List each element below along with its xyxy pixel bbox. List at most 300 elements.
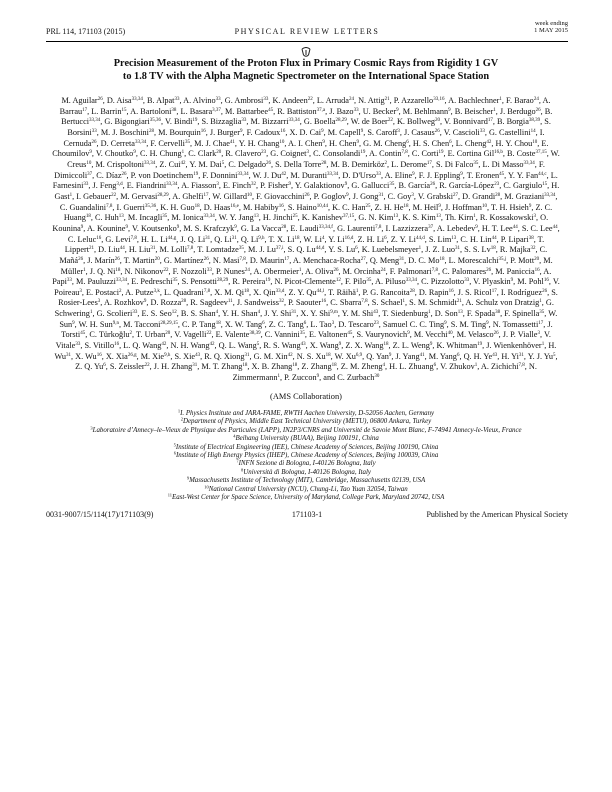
author-name: S. Di Falco [436, 159, 474, 169]
author-affiliation-marker: 6 [433, 363, 437, 369]
author-name: J. Hoffman [444, 202, 482, 212]
author-name: C. Leluc [67, 234, 97, 244]
author-affiliation-marker: 44 [552, 224, 558, 230]
author-affiliation-marker: 31 [66, 352, 72, 358]
author-name: X. Wang [309, 341, 339, 351]
page-number: 171103-1 [291, 510, 323, 519]
author-affiliation-marker: 16 [534, 267, 540, 273]
author-name: T. Martin [123, 255, 155, 265]
author-name: A. Menchaca-Rocha [292, 255, 361, 265]
author-affiliation-marker: 6 [262, 320, 265, 326]
author-name: D. Rapin [418, 287, 449, 297]
author-name: W. Creus [67, 149, 560, 169]
author-affiliation-marker: 33 [132, 310, 138, 316]
author-affiliation-marker: 26 [535, 107, 541, 113]
author-affiliation-marker: 7,8 [375, 224, 382, 230]
author-affiliation-marker: 4 [257, 310, 261, 316]
author-name: Z. Y. Qu [288, 287, 317, 297]
author-name: L. Derome [391, 159, 427, 169]
author-name: M. Behlmann [402, 106, 449, 116]
author-name: X. D. Cai [289, 127, 322, 137]
author-affiliation-marker: 26 [542, 288, 548, 294]
author-name: S. M. Schmidt [409, 298, 457, 308]
author-name: H. L. Li [140, 234, 168, 244]
author-affiliation-marker: 9 [322, 139, 325, 145]
author-name: C. Pizzolotto [421, 277, 465, 287]
author-name: C. Goy [387, 191, 412, 201]
author-name: E. Cortina Gil [447, 149, 495, 159]
author-affiliation-marker: 16 [543, 278, 549, 284]
author-name: D. C. Mo [408, 255, 440, 265]
author-name: C. Sbarra [330, 298, 362, 308]
author-affiliation-marker: 3,37 [212, 107, 221, 113]
author-affiliation-marker: 17 [538, 320, 544, 326]
author-name: S. Caroff [367, 127, 398, 137]
author-name: H. Liu [128, 245, 151, 255]
author-affiliation-marker: 24 [244, 267, 250, 273]
author-name: O. Kounina [52, 213, 549, 233]
author-name: B. Borgia [496, 117, 529, 127]
author-name: Z. X. Wang [345, 341, 384, 351]
author-affiliation-marker: 7,8 [431, 267, 438, 273]
author-affiliation-marker: 26 [493, 331, 499, 337]
author-name: M. Battarbee [225, 106, 269, 116]
author-name: S. S. Lv [464, 245, 491, 255]
author-name: J. Torsti [61, 319, 553, 340]
author-name: K. Whitman [436, 341, 478, 351]
author-affiliation-marker: 11 [227, 299, 233, 305]
affiliation-line [60, 435, 552, 443]
affiliation-text: INFN Sezione di Bologna, I-40126 Bologna, Italy [238, 460, 376, 468]
author-name: A. Contin [368, 149, 402, 159]
author-affiliation-marker: 43 [195, 352, 201, 358]
author-name: C. Zurbach [337, 373, 375, 383]
author-name: C. Delgado [228, 159, 266, 169]
author-name: M. J. Chae [194, 138, 230, 148]
author-affiliation-marker: 16,d [344, 235, 354, 241]
author-name: G. Scolieri [96, 309, 133, 319]
author-affiliation-marker: 6 [456, 352, 460, 358]
author-name: J. Y. Shi [264, 309, 292, 319]
author-affiliation-marker: 28 [281, 224, 287, 230]
author-affiliation-marker: 7,8 [239, 256, 246, 262]
author-name: A. Kounine [86, 223, 126, 233]
author-name: Y. J. Yu [527, 351, 553, 361]
author-name: R. García-López [439, 181, 495, 191]
author-affiliation-marker: 33 [353, 107, 359, 113]
author-affiliation-marker: 9 [438, 203, 441, 209]
author-affiliation-marker: 31 [244, 352, 250, 358]
author-affiliation-marker: 28 [148, 128, 154, 134]
author-name: X. Qin [253, 287, 276, 297]
author-affiliation-marker: 7,8 [361, 299, 368, 305]
author-name: M. Vecchi [413, 330, 448, 340]
author-affiliation-marker: 32 [278, 299, 284, 305]
author-name: A. Ghelfi [172, 191, 204, 201]
author-affiliation-marker: 21 [384, 97, 390, 102]
author-name: W. Gillard [212, 191, 247, 201]
author-name: J. P. Vialle [502, 330, 538, 340]
author-name: A. Piluso [375, 277, 406, 287]
author-name: V. Vitale [55, 330, 551, 351]
author-affiliation-marker: 1 [473, 214, 476, 220]
author-name: V. Grabski [417, 191, 454, 201]
author-affiliation-marker: 28 [495, 192, 501, 198]
author-name: E. Choumilov [52, 138, 549, 159]
author-name: A. Putze [125, 287, 154, 297]
author-affiliation-marker: 17 [487, 118, 493, 124]
author-affiliation-marker: 20 [154, 256, 160, 262]
author-affiliation-marker: 37,15 [343, 214, 355, 220]
author-name: S. Borsini [67, 117, 551, 137]
author-name: B. Bertucci [61, 106, 553, 127]
author-affiliation-marker: 3 [397, 128, 400, 134]
author-name: S. Schael [371, 298, 403, 308]
author-name: P. Lipari [500, 234, 529, 244]
author-affiliation-marker: 43 [492, 352, 498, 358]
author-affiliation-marker: 17 [284, 256, 290, 262]
author-affiliation-marker: 3 [331, 320, 335, 326]
author-affiliation-marker: 44,l [316, 288, 325, 294]
author-name: A. Papi [52, 266, 552, 287]
author-name: A. Oliva [305, 266, 334, 276]
author-affiliation-marker: 19 [265, 278, 271, 284]
author-name: K. Luebelsmeyer [361, 245, 419, 255]
author-name: M. Heil [412, 202, 439, 212]
author-name: N. Tomassetti [492, 319, 539, 329]
affiliation-number: 9 [186, 475, 190, 481]
author-name: X. B. Zhang [251, 362, 293, 372]
author-affiliation-marker: 31 [399, 256, 405, 262]
author-name: M. Habiby [242, 202, 279, 212]
author-name: T. Eronen [466, 170, 500, 180]
author-affiliation-marker: 1 [83, 267, 86, 273]
author-name: N. S. Xu [296, 351, 326, 361]
author-affiliation-marker: 44,g [167, 235, 177, 241]
author-name: V. Vagelli [174, 330, 207, 340]
author-name: G. M. Xin [253, 351, 288, 361]
author-name: L. Basara [180, 106, 213, 116]
author-affiliation-marker: 25 [292, 214, 298, 220]
title-line: to 1.8 TV with the Alpha Magnetic Spectrometer on the International Space Station [122, 70, 490, 82]
author-affiliation-marker: 33,16 [433, 97, 445, 102]
author-name: S. Q. Lu [287, 245, 316, 255]
author-name: M. Graziani [504, 191, 545, 201]
author-name: P. Saouter [288, 298, 322, 308]
author-name: V. Plyaskin [473, 277, 511, 287]
author-affiliation-marker: 31 [378, 192, 384, 198]
author-name: M. Yang [428, 351, 457, 361]
author-affiliation-marker: 37 [87, 171, 93, 177]
author-name: V. Zhukov [440, 362, 475, 372]
author-name: Y. Galaktionov [294, 181, 345, 191]
author-affiliation-marker: 35 [162, 214, 168, 220]
author-affiliation-marker: 17 [491, 288, 497, 294]
author-name: B. García [398, 181, 431, 191]
author-affiliation-marker: 33 [375, 171, 381, 177]
affiliation-number: 11 [167, 492, 173, 498]
author-affiliation-marker: 4 [321, 235, 325, 241]
author-affiliation-marker: 20 [165, 331, 171, 337]
author-name: Q. Meng [369, 255, 400, 265]
author-affiliation-marker: 28,29,15 [160, 320, 178, 326]
author-affiliation-marker: 2 [384, 160, 388, 166]
author-affiliation-marker: 9 [388, 352, 392, 358]
author-name: J. Q. Li [180, 234, 206, 244]
author-name: T. X. Li [268, 234, 295, 244]
author-name: S. Della Torre [275, 159, 322, 169]
author-affiliation-marker: 18 [292, 363, 298, 369]
author-name: M. Tacconi [123, 319, 161, 329]
author-affiliation-marker: 16,e [230, 203, 239, 209]
author-name: M. Velasco [456, 330, 494, 340]
author-affiliation-marker: 18 [244, 288, 249, 294]
author-affiliation-marker: 1 [541, 342, 545, 348]
author-name: T. Urban [136, 330, 166, 340]
author-name: J. S. Ricol [457, 287, 492, 297]
author-affiliation-marker: 35 [299, 331, 305, 337]
affiliation-line [60, 469, 552, 477]
author-affiliation-marker: 42 [161, 342, 167, 348]
author-name: M. Bourquin [158, 127, 201, 137]
author-name: X. Y. Shi [300, 309, 331, 319]
author-affiliation-marker: 33,34 [134, 139, 147, 145]
author-name: A. I. Chen [288, 138, 323, 148]
author-name: E. Valente [215, 330, 250, 340]
author-affiliation-marker: 3,d [116, 182, 123, 188]
author-name: I. Cernuda [63, 127, 545, 148]
author-name: S. Zeissler [109, 362, 145, 372]
author-affiliation-marker: 9 [321, 128, 324, 134]
author-affiliation-marker: 9 [444, 320, 447, 326]
author-affiliation-marker: 13 [393, 214, 399, 220]
author-affiliation-marker: 33 [263, 97, 269, 102]
author-name: J. Z. Luo [425, 245, 455, 255]
author-name: L. Q. Wang [123, 341, 162, 351]
author-affiliation-marker: 44 [119, 246, 125, 252]
author-affiliation-marker: 10 [532, 139, 538, 145]
author-name: H. Gast [54, 181, 560, 201]
author-affiliation-marker: 26 [265, 160, 271, 166]
author-name: J. Sandweiss [236, 298, 279, 308]
author-affiliation-marker: 37 [428, 224, 434, 230]
author-affiliation-marker: 37,i [275, 246, 284, 252]
author-name: W. Xu [334, 351, 356, 361]
author-name: F. Cervelli [150, 138, 185, 148]
author-name: P. Goglov [313, 191, 347, 201]
author-affiliation-marker: 25 [365, 203, 371, 209]
author-affiliation-marker: 16 [321, 299, 327, 305]
author-affiliation-marker: 33 [464, 278, 470, 284]
author-affiliation-marker: 9 [407, 331, 410, 337]
author-affiliation-marker: 45 [347, 331, 353, 337]
author-affiliation-marker: 26 [434, 128, 440, 134]
author-name: P. Zuccon [284, 373, 317, 383]
affiliation-text: Department of Physics, Middle East Technical University (METU), 06800 Ankara, Turkey [183, 418, 432, 426]
author-name: G. Levi [105, 234, 131, 244]
author-affiliation-marker: 37,15 [535, 150, 547, 156]
author-name: Th. Kirn [444, 213, 474, 223]
author-name: G. M. Cheng [363, 138, 407, 148]
author-affiliation-marker: 26 [114, 256, 120, 262]
author-name: S. Bizzaglia [201, 117, 242, 127]
author-affiliation-marker: 38 [528, 235, 534, 241]
author-name: S. Pensotti [181, 277, 217, 287]
author-name: A. Schulz von Dratzig [465, 298, 540, 308]
author-affiliation-marker: 23 [373, 320, 379, 326]
author-affiliation-marker: 26 [333, 267, 339, 273]
author-affiliation-marker: 1 [298, 267, 302, 273]
author-name: Y. M. Shi [341, 309, 374, 319]
author-name: F. Barao [506, 96, 534, 105]
author-name: B. S. Shan [180, 309, 216, 319]
author-affiliation-marker: 35 [238, 246, 244, 252]
author-affiliation-marker: 4 [215, 310, 219, 316]
author-affiliation-marker: 9,m [330, 310, 338, 316]
author-affiliation-marker: 9 [429, 342, 433, 348]
author-affiliation-marker: 28,29 [335, 118, 347, 124]
author-affiliation-marker: 31 [231, 235, 237, 241]
author-name: S. Lim [428, 234, 452, 244]
author-affiliation-marker: 16 [200, 128, 206, 134]
author-list: M. Aguilar$^{26}$, D. Aisa$^{33,34}$, B. Alpat$^{33}$, A. Alvino$^{33}$, G. Ambrosi$^{33}$, K. Andeen$^{22}$, L. Arruda$^{24}$, N. Attig$^{21}$, P. Azzarello$^{33,16}$, A. Bachlechner$^1$, F. Barao$^{24}$, A. Barrau$^{17}$, L. Barrin$^{15}$, A. Bartoloni$^{38}$, L. Basara$^{3,37}$, M. Battarbee$^{45}$, R. Battiston$^{37,a}$, J. Bazo$^{33}$, U. Becker$^9$, M. Behlmann$^9$, B. Beischer$^1$, J. Berdugo$^{26}$, B. Bertucci$^{33,34}$, G. Bigongiari$^{35,36}$, V. Bindi$^{19}$, S. Bizzaglia$^{33}$, M. Bizzarri$^{33,34}$, G. Boella$^{28,29}$, W. de Boer$^{22}$, K. Bollweg$^{20}$, V. Bonnivard$^{17}$, B. Borgia$^{38,39}$, S. Borsini$^{33}$, M. J. Boschini$^{28}$, M. Bourquin$^{16}$, J. Burger$^9$, F. Cadoux$^{16}$, X. D. Cai$^9$, M. Capell$^9$, S. Caroff$^3$, J. Casaus$^{26}$, V. Cascioli$^{33}$, G. Castellini$^{14}$, I. Cernuda$^{26}$, D. Cerreta$^{33,34}$, F. Cervelli$^{35}$, M. J. Chae$^{41}$, Y. H. Chang$^{10}$, A. I. Chen$^9$, H. Chen$^9$, G. M. Cheng$^6$, H. S. Chen$^6$, L. Cheng$^{42}$, H. Y. Chou$^{10}$, E. Choumilov$^9$, V. Choutko$^9$, C. H. Chung$^1$, C. Clark$^{20}$, R. Clavero$^{23}$, G. Coignet$^3$, C. Consolandi$^{19}$, A. Contin$^{7,8}$, C. Corti$^{19}$, E. Cortina Gil$^{16,b}$, B. Coste$^{37,15}$, W. Creus$^{10}$, M. Crispoltoni$^{33,34}$, Z. Cui$^{42}$, Y. M. Dai$^5$, C. Delgado$^{26}$, S. Della Torre$^{28}$, M. B. Demirköz$^2$, L. Derome$^{17}$, S. Di Falco$^{35}$, L. Di Masso$^{33,34}$, F. Dimiccoli$^{37}$, C. Díaz$^{26}$, P. von Doetinchem$^{19}$, F. Donnini$^{33,34}$, W. J. Du$^{42}$, M. Duranti$^{33,34}$, D. D'Urso$^{33}$, A. Eline$^9$, F. J. Eppling$^9$, T. Eronen$^{45}$, Y. Y. Fan$^{44,c}$, L. Farnesini$^{33}$, J. Feng$^{3,d}$, E. Fiandrini$^{33,34}$, A. Fiasson$^3$, E. Finch$^{32}$, P. Fisher$^9$, Y. Galaktionov$^9$, G. Gallucci$^{35}$, B. García$^{26}$, R. García-López$^{23}$, C. Gargiulo$^{15}$, H. Gast$^1$, I. Gebauer$^{22}$, M. Gervasi$^{28,29}$, A. Ghelfi$^{17}$, W. Gillard$^{10}$, F. Giovacchini$^{26}$, P. Goglov$^9$, J. Gong$^{31}$, C. Goy$^3$, V. Grabski$^{27}$, D. Grandi$^{28}$, M. Graziani$^{33,34}$, C. Guandalini$^{7,8}$, I. Guerri$^{35,36}$, K. H. Guo$^{18}$, D. Haas$^{16,e}$, M. Habiby$^{16}$, S. Haino$^{10,44}$, K. C. Han$^{25}$, Z. H. He$^{18}$, M. Heil$^9$, J. Hoffman$^{10}$, T. H. Hsieh$^9$, Z. C. Huang$^{18}$, C. Huh$^{13}$, M. Incagli$^{35}$, M. Ionica$^{33,34}$, W. Y. Jang$^{13}$, H. Jinchi$^{25}$, K. Kanishev$^{37,15}$, G. N. Kim$^{13}$, K. S. Kim$^{13}$, Th. Kirn$^1$, R. Kossakowski$^3$, O. Kounina$^9$, A. Kounine$^9$, V. Koutsenko$^9$, M. S. Krafczyk$^9$, G. La Vacca$^{28}$, E. Laudi$^{33,34,f}$, G. Laurenti$^{7,8}$, I. Lazzizzera$^{37}$, A. Lebedev$^9$, H. T. Lee$^{44}$, S. C. Lee$^{44}$, C. Leluc$^{16}$, G. Levi$^{7,8}$, H. L. Li$^{44,g}$, J. Q. Li$^{31}$, Q. Li$^{31}$, Q. Li$^{9,h}$, T. X. Li$^{18}$, W. Li$^4$, Y. Li$^{16,d}$, Z. H. Li$^6$, Z. Y. Li$^{44,d}$, S. Lim$^{13}$, C. H. Lin$^{44}$, P. Lipari$^{38}$, T. Lippert$^{21}$, D. Liu$^{44}$, H. Liu$^{31}$, M. Lolli$^{7,8}$, T. Lomtadze$^{35}$, M. J. Lu$^{37,i}$, S. Q. Lu$^{44,d}$, Y. S. Lu$^6$, K. Luebelsmeyer$^1$, J. Z. Luo$^{31}$, S. S. Lv$^{18}$, R. Majka$^{32}$, C. Mañá$^{26}$, J. Marín$^{26}$, T. Martin$^{20}$, G. Martínez$^{26}$, N. Masi$^{7,8}$, D. Maurin$^{17}$, A. Menchaca-Rocha$^{27}$, Q. Meng$^{31}$, D. C. Mo$^{18}$, L. Morescalchi$^{35,j}$, P. Mott$^{20}$, M. Müller$^1$, J. Q. Ni$^{18}$, N. Nikonov$^{22}$, F. Nozzoli$^{33}$, P. Nunes$^{24}$, A. Obermeier$^1$, A. Oliva$^{26}$, M. Orcinha$^{24}$, F. Palmonari$^{7,8}$, C. Palomares$^{26}$, M. Paniccia$^{16}$, A. Papi$^{33}$, M. Pauluzzi$^{33,34}$, E. Pedreschi$^{35}$, S. Pensotti$^{28,29}$, R. Pereira$^{19}$, N. Picot-Clemente$^{12}$, F. Pilo$^{35}$, A. Piluso$^{33,34}$, C. Pizzolotto$^{33}$, V. Plyaskin$^9$, M. Pohl$^{16}$, V. Poireau$^3$, E. Postaci$^2$, A. Putze$^{3,k}$, L. Quadrani$^{7,8}$, X. M. Qi$^{18}$, X. Qin$^{33,d}$, Z. Y. Qu$^{44,l}$, T. Räihä$^1$, P. G. Rancoita$^{28}$, D. Rapin$^{16}$, J. S. Ricol$^{17}$, I. Rodríguez$^{26}$, S. Rosier-Lees$^3$, A. Rozhkov$^9$, D. Rozza$^{28}$, R. Sagdeev$^{11}$, J. Sandweiss$^{32}$, P. Saouter$^{16}$, C. Sbarra$^{7,8}$, S. Schael$^1$, S. M. Schmidt$^{21}$, A. Schulz von Dratzig$^1$, G. Schwering$^1$, G. Scolieri$^{33}$, E. S. Seo$^{12}$, B. S. Shan$^4$, Y. H. Shan$^4$, J. Y. Shi$^{31}$, X. Y. Shi$^{9,m}$, Y. M. Shi$^{43}$, T. Siedenburg$^1$, D. Son$^{13}$, F. Spada$^{38}$, F. Spinella$^{35}$, W. Sun$^9$, W. H. Sun$^{9,n}$, M. Tacconi$^{28,29,15}$, C. P. Tang$^{18}$, X. W. Tang$^6$, Z. C. Tang$^6$, L. Tao$^3$, D. Tescaro$^{23}$, Samuel C. C. Ting$^9$, S. M. Ting$^9$, N. Tomassetti$^{17}$, J. Torsti$^{45}$, C. Türkoğlu$^2$, T. Urban$^{20}$, V. Vagelli$^{22}$, E. Valente$^{38,39}$, C. Vannini$^{35}$, E. Valtonen$^{45}$, S. Vaurynovich$^9$, M. Vecchi$^{40}$, M. Velasco$^{26}$, J. P. Vialle$^3$, V. Vitale$^{33}$, S. Vitillo$^{16}$, L. Q. Wang$^{42}$, N. H. Wang$^{42}$, Q. L. Wang$^5$, R. S. Wang$^{43}$, X. Wang$^9$, Z. X. Wang$^{18}$, Z. L. Weng$^9$, K. Whitman$^{19}$, J. Wienkenhöver$^1$, H. Wu$^{31}$, X. Wu$^{16}$, X. Xia$^{26,g}$, M. Xie$^{9,h}$, S. Xie$^{43}$, R. Q. Xiong$^{31}$, G. M. Xin$^{42}$, N. S. Xu$^{18}$, W. Xu$^{6,9}$, Q. Yan$^9$, J. Yang$^{41}$, M. Yang$^6$, Q. H. Ye$^{43}$, H. Yi$^{31}$, Y. J. Yu$^5$, Z. Q. Yu$^6$, S. Zeissler$^{22}$, J. H. Zhang$^{31}$, M. T. Zhang$^{18}$, X. B. Zhang$^{18}$, Z. Zhang$^{18}$, Z. M. Zheng$^4$, H. L. Zhuang$^6$, V. Zhukov$^1$, A. Zichichi$^{7,8}$, N. Zimmermann$^1$, P. Zuccon$^9$, and C. Zurbach$^{30}$ [52, 96, 560, 383]
author-name: P. G. Rancoita [362, 287, 410, 297]
author-affiliation-marker: 3 [533, 214, 537, 220]
author-name: M. Capell [327, 127, 361, 137]
author-name: Q. Yan [366, 351, 389, 361]
author-affiliation-marker: 1 [499, 97, 502, 102]
journal-name: PHYSICAL REVIEW LETTERS [234, 27, 380, 36]
author-name: E. Laudi [290, 223, 319, 233]
author-name: G. Ambrosi [224, 96, 264, 105]
author-name: N. Picot-Clemente [274, 277, 336, 287]
author-name: J. Yang [395, 351, 420, 361]
author-name: I. Guerri [116, 202, 145, 212]
author-name: Q. L. Wang [218, 341, 257, 351]
author-affiliation-marker: 19 [192, 118, 198, 124]
author-affiliation-marker: 7,8 [187, 246, 194, 252]
author-name: D. D'Urso [342, 170, 376, 180]
author-name: T. Lippert [64, 234, 545, 255]
author-affiliation-marker: 44,d [415, 235, 425, 241]
author-name: J. Marín [87, 255, 115, 265]
affiliation-text: I. Physics Institute and JARA-FAME, RWTH Aachen University, D-52056 Aachen, Germany [180, 410, 435, 417]
author-name: V. Bonnivard [443, 117, 488, 127]
author-affiliation-marker: 33,34 [237, 171, 249, 177]
author-affiliation-marker: 28,29 [216, 278, 229, 284]
author-name: W. de Boer [350, 117, 388, 127]
author-name: A. Bartoloni [130, 106, 172, 116]
author-affiliation-marker: 9 [288, 182, 292, 188]
author-name: M. Pauluzzi [76, 277, 116, 287]
author-affiliation-marker: 9 [528, 203, 532, 209]
author-affiliation-marker: 26 [97, 97, 103, 102]
author-affiliation-marker: 35 [473, 160, 479, 166]
author-affiliation-marker: 9 [143, 299, 147, 305]
author-affiliation-marker: 19 [477, 342, 483, 348]
author-name: Q. Li [240, 234, 259, 244]
author-name: F. Giovacchini [256, 191, 305, 201]
author-affiliation-marker: 9,h [258, 235, 265, 241]
author-name: L. Tao [310, 319, 332, 329]
affiliation-line [60, 444, 552, 452]
author-affiliation-marker: 35,j [498, 256, 507, 262]
author-affiliation-marker: 33,34 [327, 171, 339, 177]
author-name: Z. L. Weng [392, 341, 430, 351]
author-name: M. Bizzarri [250, 117, 289, 127]
author-name: L. Barrin [91, 106, 122, 116]
author-name: W. J. Du [252, 170, 282, 180]
author-name: A. Eline [384, 170, 413, 180]
author-name: N. Zimmermann [232, 362, 537, 383]
author-name: L. Di Masso [482, 159, 524, 169]
author-affiliation-marker: 5 [552, 352, 556, 358]
author-affiliation-marker: 24 [533, 97, 539, 102]
author-affiliation-marker: 2 [129, 331, 133, 337]
author-name: G. N. Kim [358, 213, 394, 223]
journal-reference: PRL 114, 171103 (2015) [46, 27, 126, 36]
author-name: M. Paniccia [495, 266, 535, 276]
author-name: Y. Y. Fan [508, 170, 539, 180]
week-ending-label: week ending [534, 20, 568, 27]
author-affiliation-marker: 3 [216, 182, 219, 188]
author-affiliation-marker: 6 [406, 139, 409, 145]
author-name: Z. Zhang [301, 362, 332, 372]
affiliation-text: Università di Bologna, I-40126 Bologna, Italy [243, 468, 371, 476]
author-name: X. W. Tang [224, 319, 263, 329]
author-name: Z. Q. Yu [75, 362, 104, 372]
author-affiliation-marker: 6 [449, 139, 452, 145]
author-affiliation-marker: 14 [530, 128, 536, 134]
author-name: P. Mott [510, 255, 535, 265]
author-name: E. Fiandrini [126, 181, 167, 191]
author-name: V. Choutko [95, 149, 134, 159]
author-affiliation-marker: 27 [453, 192, 459, 198]
author-affiliation-marker: 13 [435, 214, 441, 220]
author-affiliation-marker: 6 [355, 246, 358, 252]
author-name: E. S. Seo [141, 309, 172, 319]
author-affiliation-marker: 9 [412, 171, 415, 177]
author-name: D. Grandi [462, 191, 496, 201]
author-name: Z. C. Huang [63, 202, 553, 223]
author-name: J. Gong [352, 191, 379, 201]
author-affiliation-marker: 9,n [112, 320, 119, 326]
author-affiliation-marker: 10 [246, 192, 252, 198]
affiliation-text: East-West Center for Space Science, University of Maryland, College Park, Maryland 20742, USA [172, 494, 445, 502]
author-affiliation-marker: 7,8 [401, 150, 408, 156]
author-name: X. Wu [75, 351, 97, 361]
author-name: G. La Vacca [240, 223, 282, 233]
author-affiliation-marker: 43 [373, 310, 379, 316]
author-affiliation-marker: 22 [307, 97, 313, 102]
author-affiliation-marker: 9 [360, 128, 364, 134]
author-affiliation-marker: 42 [180, 160, 186, 166]
author-affiliation-marker: 17 [203, 192, 209, 198]
author-affiliation-marker: 42 [281, 171, 287, 177]
author-affiliation-marker: 9 [338, 342, 342, 348]
author-affiliation-marker: 19 [193, 171, 199, 177]
author-affiliation-marker: 9,h [164, 352, 171, 358]
author-affiliation-marker: 20 [216, 150, 222, 156]
author-name: K. S. Kim [402, 213, 436, 223]
author-affiliation-marker: 9 [80, 224, 84, 230]
author-affiliation-marker: 1 [181, 150, 185, 156]
author-affiliation-marker: 33 [215, 97, 221, 102]
author-name: R. Kossakowski [479, 213, 534, 223]
author-name: R. Clavero [225, 149, 262, 159]
author-name: C. H. Lin [460, 234, 492, 244]
affiliation-number: 4 [233, 433, 236, 439]
